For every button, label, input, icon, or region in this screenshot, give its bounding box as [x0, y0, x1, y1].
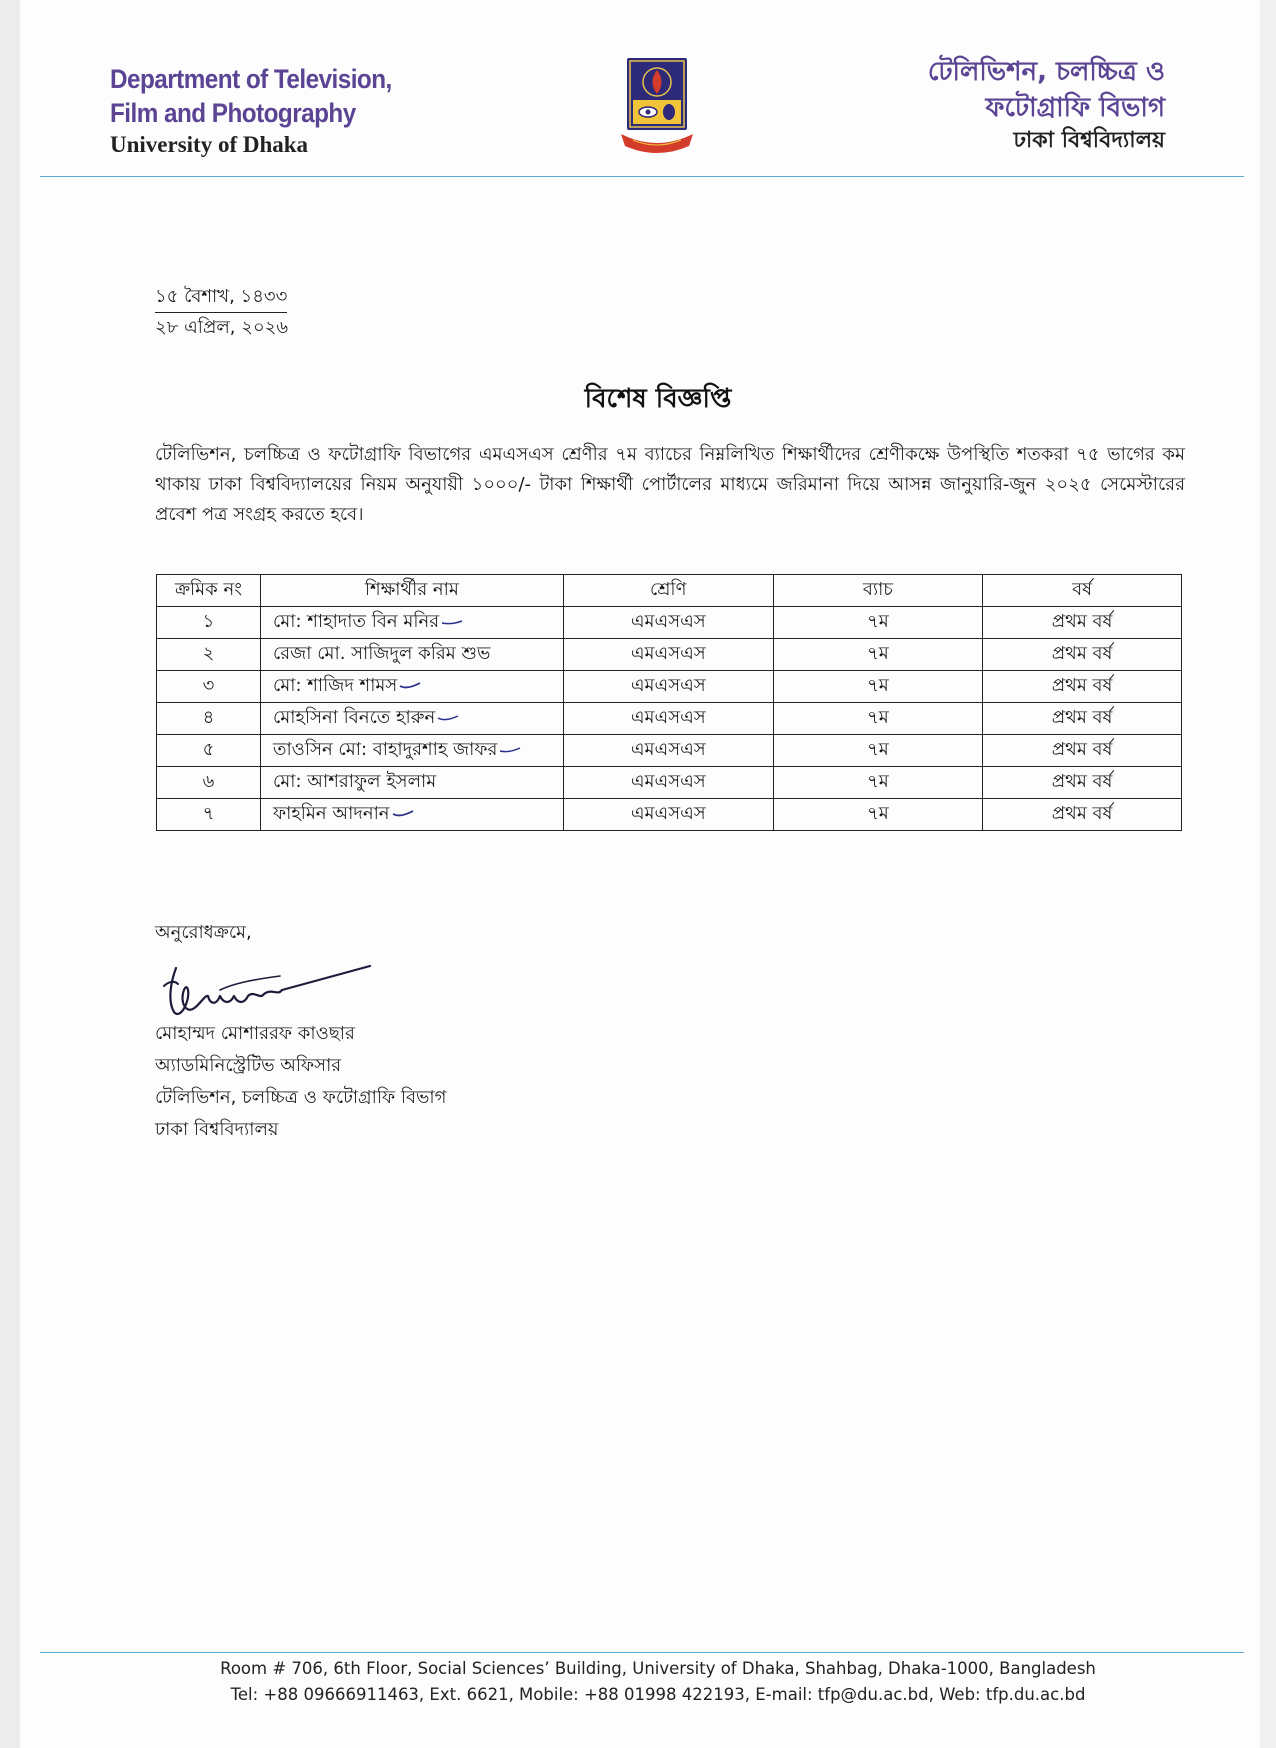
department-name-bn-line2: ফটোগ্রাফি বিভাগ	[985, 93, 1165, 123]
signatory-designation: অ্যাডমিনিস্ট্রেটিভ অফিসার	[155, 1055, 342, 1076]
column-header-serial: ক্রমিক নং	[157, 575, 261, 607]
cell-class: এমএসএস	[563, 607, 773, 639]
university-crest-logo	[617, 56, 697, 156]
cell-year: প্রথম বর্ষ	[983, 799, 1182, 831]
column-header-class: শ্রেণি	[563, 575, 773, 607]
cell-class: এমএসএস	[563, 767, 773, 799]
cell-batch: ৭ম	[773, 735, 983, 767]
cell-class: এমএসএস	[563, 799, 773, 831]
cell-name	[260, 671, 563, 703]
table-row	[157, 767, 1182, 799]
footer-contact	[20, 1656, 1276, 1708]
notice-body: টেলিভিশন, চলচ্চিত্র ও ফটোগ্রাফি বিভাগের এমএসএস শ্রেণীর ৭ম ব্যাচের নিম্নলিখিত শিক্ষার্থীদের শ্রেণীকক্ষে উপস্থিতি শতকরা ৭৫ ভাগের কম থাকায় ঢাকা বিশ্ববিদ্যালয়ের নিয়ম অনুযায়ী ১০০০/- টাকা শিক্ষার্থী পোর্টালের মাধ্যমে জরিমানা দিয়ে আসন্ন জানুয়ারি-জুন ২০২৫ সেমেস্টারের প্রবেশ পত্র সংগ্রহ করতে হবে।	[155, 444, 1185, 525]
department-name-bn-line1: টেলিভিশন, চলচ্চিত্র ও	[927, 57, 1165, 87]
signatory-name: মোহাম্মদ মোশাররফ কাওছার	[155, 1023, 355, 1044]
column-header-year: বর্ষ	[983, 575, 1182, 607]
cell-batch: ৭ম	[773, 607, 983, 639]
header-divider	[40, 176, 1244, 177]
cell-name	[260, 735, 563, 767]
cell-class: এমএসএস	[563, 671, 773, 703]
letterhead-english	[110, 62, 423, 160]
cell-year: প্রথম বর্ষ	[983, 767, 1182, 799]
table-row	[157, 639, 1182, 671]
signatory-block	[155, 1018, 446, 1146]
department-name-line2: Film and Photography	[110, 98, 356, 128]
university-name-bn: ঢাকা বিশ্ববিদ্যালয়	[1013, 128, 1165, 153]
table-header-row	[157, 575, 1182, 607]
tick-mark-icon	[499, 746, 521, 754]
cell-year: প্রথম বর্ষ	[983, 607, 1182, 639]
student-name: তাওসিন মো: বাহাদুরশাহ জাফর	[272, 739, 498, 760]
cell-name	[260, 799, 563, 831]
student-name: মোহসিনা বিনতে হারুন	[272, 707, 436, 728]
tick-mark-icon	[392, 810, 414, 818]
cell-year: প্রথম বর্ষ	[983, 671, 1182, 703]
footer-contacts: Tel: +88 09666911463, Ext. 6621, Mobile: +88 01998 422193, E-mail: tfp@du.ac.bd, Web: tfp.du.ac.bd	[230, 1685, 1086, 1704]
cell-year: প্রথম বর্ষ	[983, 639, 1182, 671]
student-name: রেজা মো. সাজিদুল করিম শুভ	[272, 643, 491, 664]
cell-batch: ৭ম	[773, 671, 983, 703]
student-name: মো: আশরাফুল ইসলাম	[272, 771, 437, 792]
cell-year: প্রথম বর্ষ	[983, 703, 1182, 735]
cell-class: এমএসএস	[563, 735, 773, 767]
column-header-batch: ব্যাচ	[773, 575, 983, 607]
student-name: ফাহমিন আদনান	[272, 803, 390, 824]
bangla-date: ১৫ বৈশাখ, ১৪৩৩	[155, 282, 287, 313]
signatory-department: টেলিভিশন, চলচ্চিত্র ও ফটোগ্রাফি বিভাগ	[155, 1087, 447, 1108]
table-row	[157, 671, 1182, 703]
english-date: ২৮ এপ্রিল, ২০২৬	[155, 317, 289, 338]
tick-mark-icon	[441, 618, 463, 626]
column-header-name: শিক্ষার্থীর নাম	[260, 575, 563, 607]
signatory-university: ঢাকা বিশ্ববিদ্যালয়	[155, 1119, 279, 1140]
tick-mark-icon	[399, 682, 421, 690]
cell-name	[260, 639, 563, 671]
letterhead-bangla	[928, 54, 1165, 156]
cell-serial: ৩	[157, 671, 261, 703]
cell-serial: ১	[157, 607, 261, 639]
cell-batch: ৭ম	[773, 799, 983, 831]
cell-name	[260, 607, 563, 639]
cell-serial: ২	[157, 639, 261, 671]
student-name: মো: শাজিদ শামস	[272, 675, 398, 696]
cell-year: প্রথম বর্ষ	[983, 735, 1182, 767]
cell-batch: ৭ম	[773, 767, 983, 799]
cell-class: এমএসএস	[563, 639, 773, 671]
footer-address: Room # 706, 6th Floor, Social Sciences’ Building, University of Dhaka, Shahbag, Dhaka-1000, Bangladesh	[220, 1659, 1096, 1678]
notice-title: বিশেষ বিজ্ঞপ্তি	[584, 384, 732, 414]
footer-divider	[40, 1652, 1244, 1653]
notice-date	[155, 282, 288, 343]
cell-name	[260, 703, 563, 735]
tick-mark-icon	[437, 714, 459, 722]
signoff-request: অনুরোধক্রমে,	[155, 922, 252, 943]
table-row	[157, 735, 1182, 767]
cell-batch: ৭ম	[773, 703, 983, 735]
cell-serial: ৬	[157, 767, 261, 799]
cell-serial: ৪	[157, 703, 261, 735]
cell-name	[260, 767, 563, 799]
student-list-table	[156, 574, 1182, 831]
cell-batch: ৭ম	[773, 639, 983, 671]
student-name: মো: শাহাদাত বিন মনির	[272, 611, 440, 632]
cell-class: এমএসএস	[563, 703, 773, 735]
table-row	[157, 607, 1182, 639]
table-row	[157, 799, 1182, 831]
table-row	[157, 703, 1182, 735]
university-name: University of Dhaka	[110, 132, 309, 157]
department-name-line1: Department of Television,	[110, 64, 392, 94]
cell-serial: ৫	[157, 735, 261, 767]
cell-serial: ৭	[157, 799, 261, 831]
